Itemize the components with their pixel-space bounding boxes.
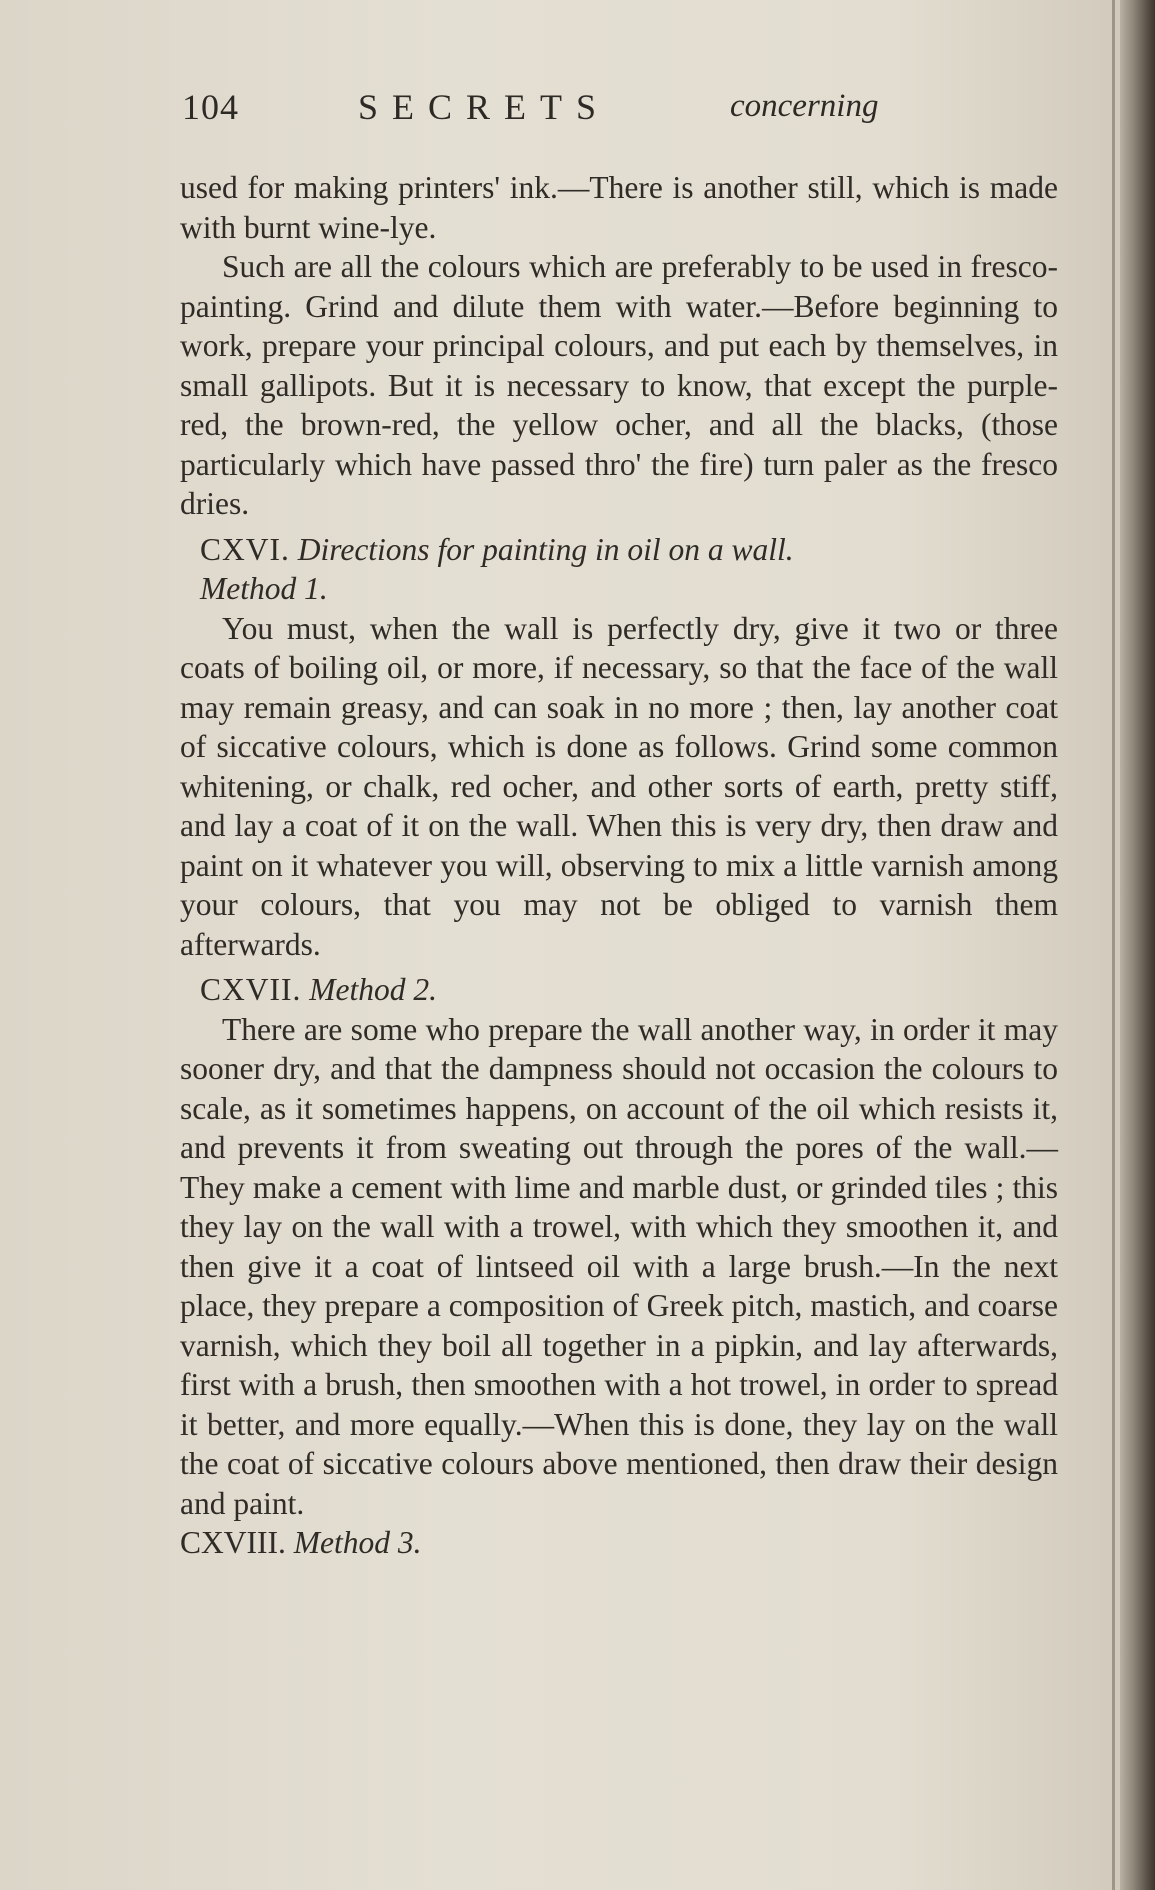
running-title-italic: concerning — [730, 88, 879, 124]
section-number: CXVIII. — [180, 1525, 286, 1560]
page-header — [0, 86, 1120, 136]
section-number: CXVII. — [200, 972, 302, 1007]
method-label: Method 2. — [309, 972, 437, 1007]
section-heading-cxviii — [180, 1523, 1058, 1563]
paragraph-fresco-colours: Such are all the colours which are preferably to be used in fresco-painting. Grind and dilute them with water.—Before beginning to work, prepare your principal colours, and put each by themselves, in small gallipots. But it is necessary to know, that except the purple-red, the brown-red, the yellow ocher, and all the blacks, (those particularly which have passed thro' the fire) turn paler as the fresco dries. — [180, 249, 1058, 521]
section-heading-cxvii — [180, 970, 1058, 1010]
page-body — [180, 168, 1058, 1563]
section-number: CXVI. — [200, 531, 290, 567]
method-label: Method 3. — [293, 1525, 422, 1560]
running-title: SECRETS — [358, 87, 611, 127]
page-number: 104 — [182, 87, 239, 127]
section-title: Directions for painting in oil on a wall. — [297, 531, 794, 567]
paragraph-method-2: There are some who prepare the wall another way, in order it may sooner dry, and that the dampness should not occasion the colours to scale, as it sometimes happens, on account of the oil which resists it, and prevents it from sweating out through the pores of the wall.—They make a cement with lime and marble dust, or grinded tiles ; this they lay on the wall with a trowel, with which they smoothen it, and then give it a coat of lintseed oil with a large brush.—In the next place, they prepare a composition of Greek pitch, mastich, and coarse varnish, which they boil all together in a pipkin, and lay afterwards, first with a brush, then smoothen with a hot trowel, in order to spread it better, and more equally.—When this is done, they lay on the wall the coat of siccative colours above mentioned, then draw their design and paint. — [180, 1011, 1058, 1521]
paragraph-continuation: used for making printers' ink.—There is another still, which is made with burnt wine-lye. — [180, 170, 1058, 245]
paragraph-method-1: You must, when the wall is perfectly dry, give it two or three coats of boiling oil, or more, if necessary, so that the face of the wall may remain greasy, and can soak in no more ; then, lay another coat of siccative colours, which is done as follows. Grind some common whitening, or chalk, red ocher, and other sorts of earth, pretty stiff, and lay a coat of it on the wall. When this is very dry, then draw and paint on it whatever you will, observing to mix a little varnish among your colours, that you may not be obliged to varnish them afterwards. — [180, 610, 1058, 962]
page-edge — [1112, 0, 1115, 1890]
method-heading: Method 1. — [200, 571, 328, 606]
book-gutter — [1120, 0, 1155, 1890]
section-heading-cxvi — [180, 530, 1058, 570]
